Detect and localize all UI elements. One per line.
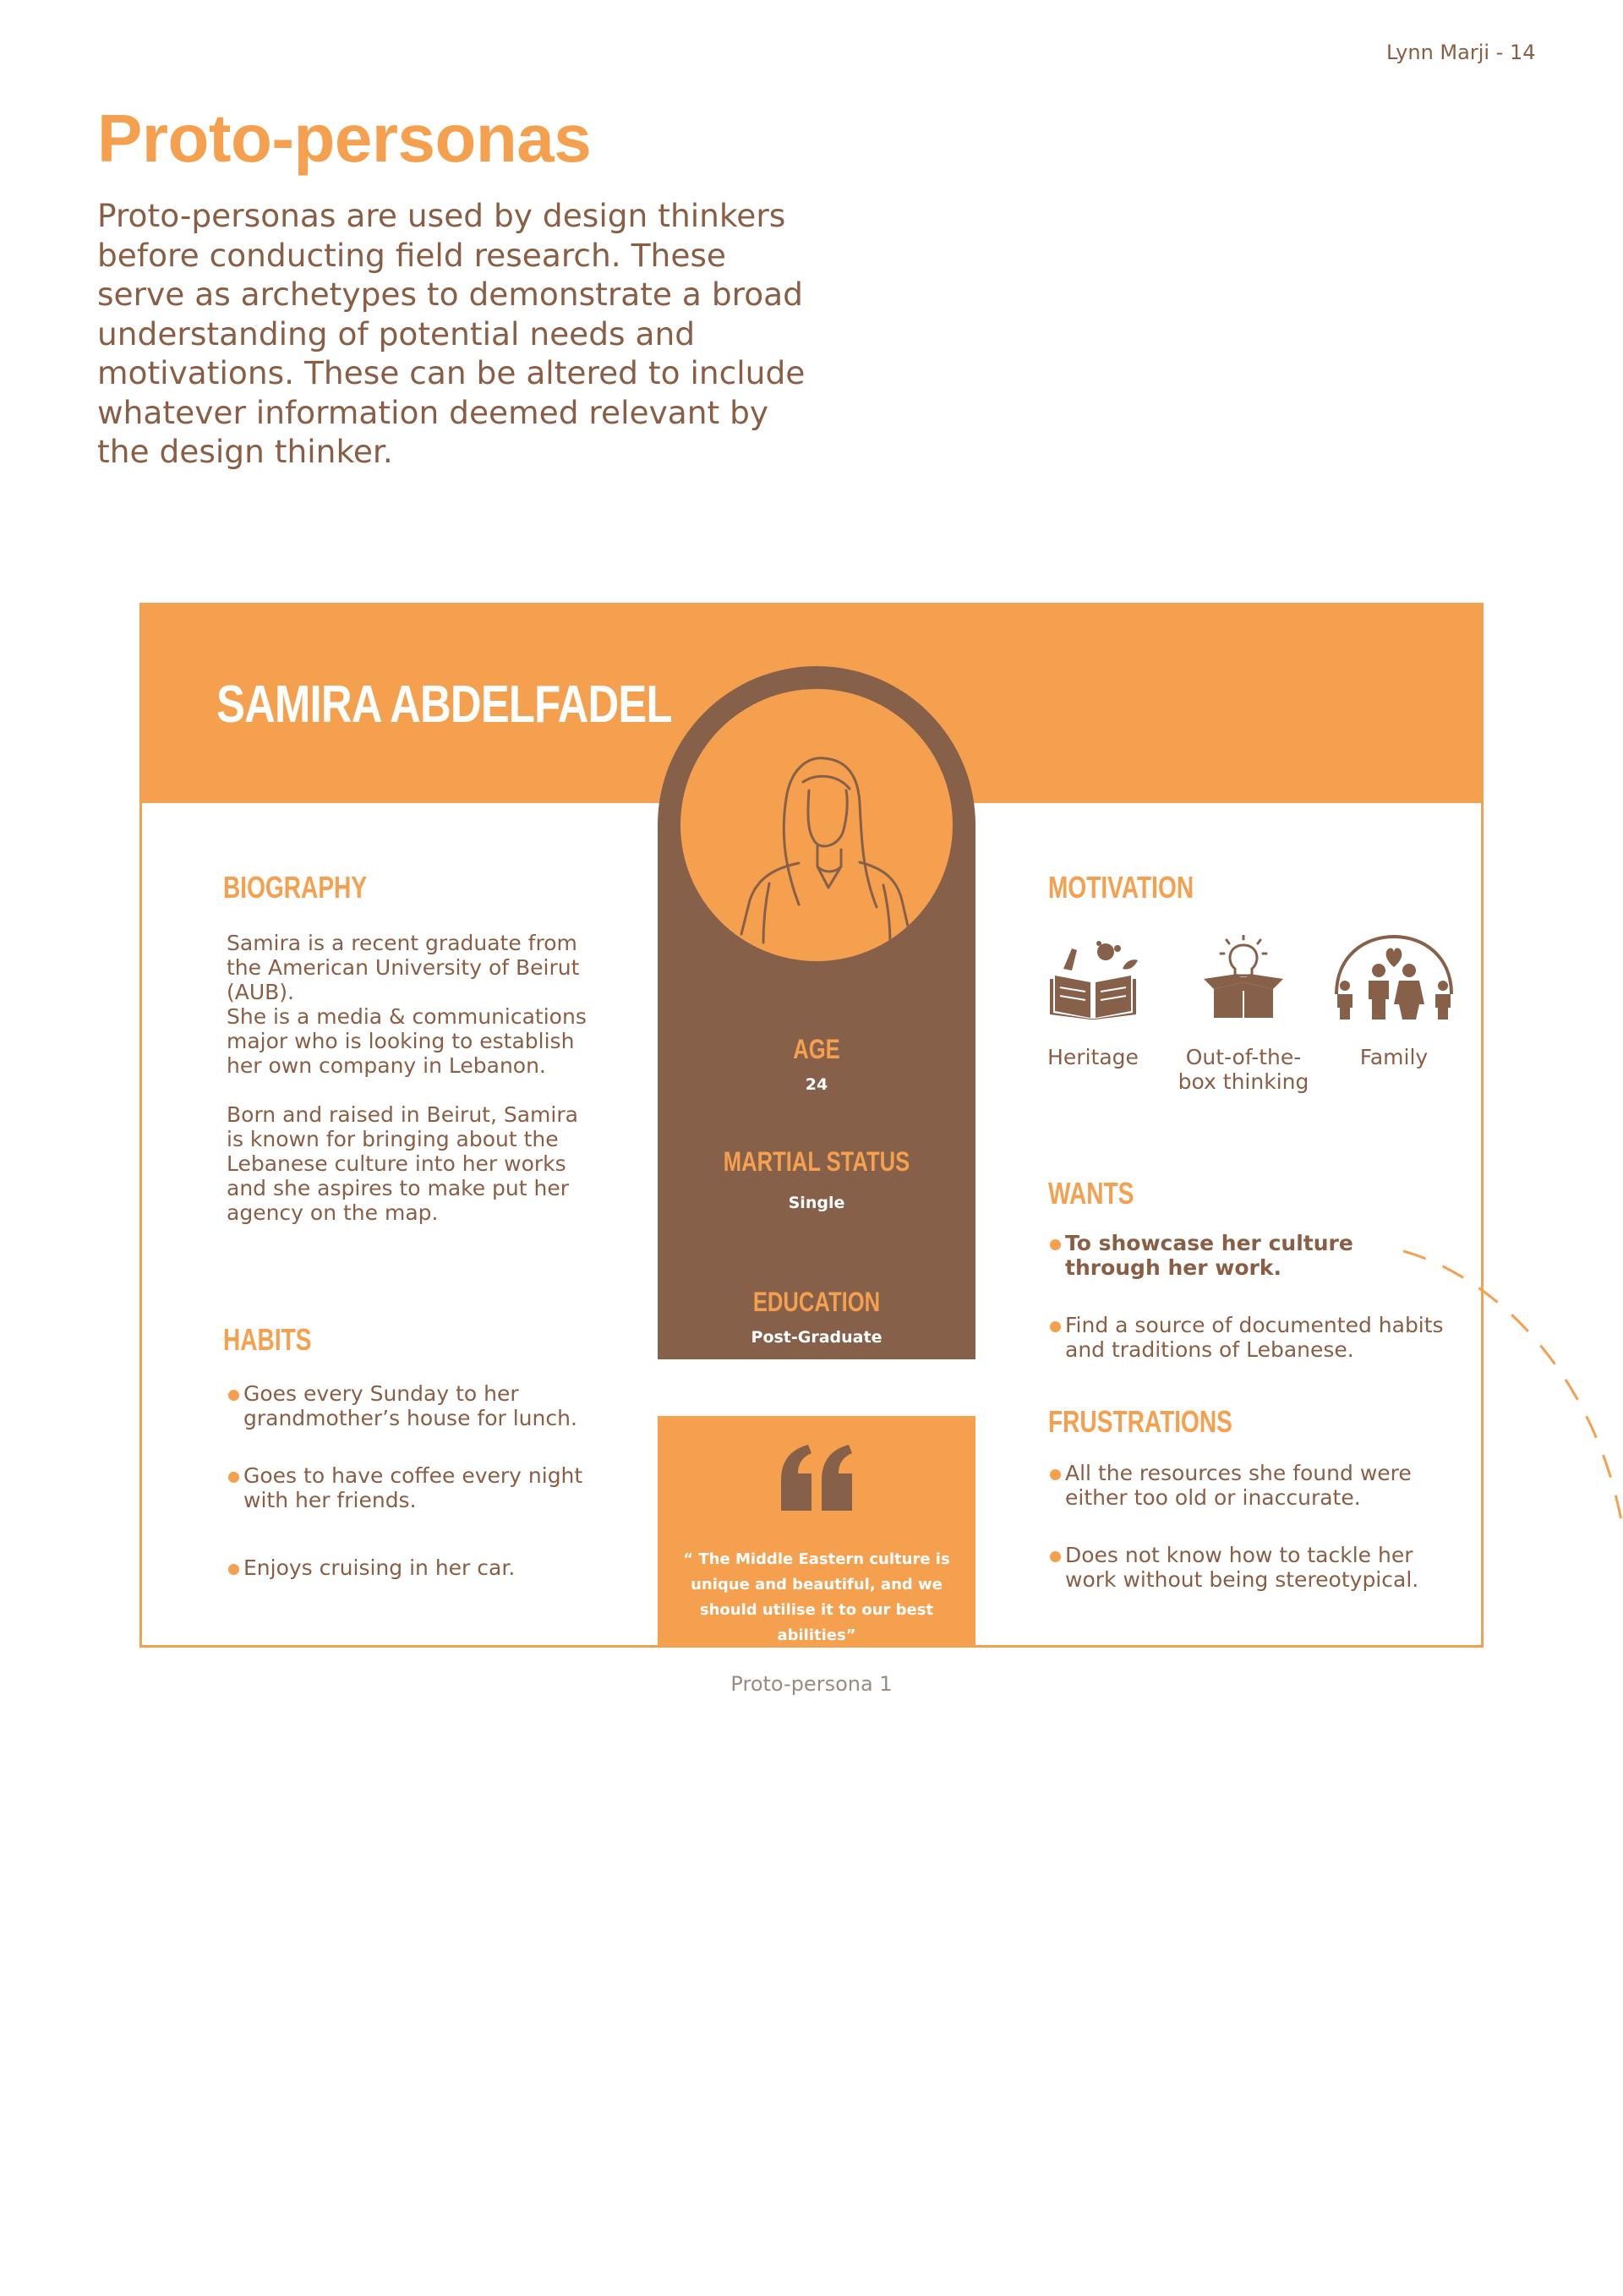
persona-name: SAMIRA ABDELFADEL [216,675,672,734]
lightbulb-box-icon [1189,935,1298,1020]
habit-item-3: Enjoys cruising in her car. [227,1555,624,1580]
frustration-item-2: Does not know how to tackle her work without being stereotypical. [1048,1543,1445,1592]
quote-box [658,1416,975,1648]
motivation-item-heritage [1021,935,1165,1069]
quote-mark-icon [774,1443,859,1511]
habits-heading: HABITS [223,1322,312,1357]
heritage-book-icon [1038,935,1148,1020]
want-item-2: Find a source of documented habits and traditions of Lebanese. [1048,1313,1445,1362]
education-value: Post-Graduate [751,1328,883,1347]
habit-item-1: Goes every Sunday to her grandmother’s house for lunch. [227,1381,624,1430]
persona-card [139,603,1484,1648]
persona-center-column [658,666,975,1648]
motivation-label-creativity: Out-of-the-box thinking [1178,1045,1309,1094]
age-label: AGE [793,1034,840,1064]
motivation-label-heritage: Heritage [1047,1045,1139,1069]
figure-caption: Proto-persona 1 [730,1672,893,1696]
frustrations-heading: FRUSTRATIONS [1048,1404,1232,1439]
marital-status-value: Single [788,1194,845,1212]
motivation-item-creativity [1172,935,1315,1094]
persona-portrait [680,689,953,961]
woman-portrait-icon [680,689,953,961]
decorative-dashed-arc [1403,1243,1623,1530]
persona-arch [658,666,975,1359]
motivation-label-family: Family [1359,1045,1429,1069]
intro-paragraph: Proto-personas are used by design thinkers before conducting field research. These serve as archetypes to demonstrate a broad understanding of potential needs and motivations. These can be altered to include whatever information deemed relevant by the design thinker. [97,197,806,470]
biography-paragraph-1b: She is a media & communications major who is looking to establish her own company in Lebanon. [227,1004,587,1078]
marital-status-label: MARTIAL STATUS [723,1146,910,1177]
persona-quote: “ The Middle Eastern culture is unique and beautiful, and we should utilise it to our best abilities” [683,1550,950,1644]
motivation-heading: MOTIVATION [1048,870,1194,905]
page-header-label: Lynn Marji - 14 [1386,41,1536,64]
frustration-item-1: All the resources she found were either too old or inaccurate. [1048,1461,1445,1510]
age-value: 24 [805,1075,828,1094]
habit-item-2: Goes to have coffee every night with her friends. [227,1463,624,1512]
motivation-item-family [1322,935,1466,1069]
education-label: EDUCATION [752,1287,881,1317]
family-icon [1326,935,1462,1020]
want-item-1: To showcase her culture through her work. [1048,1231,1445,1280]
page-title: Proto-personas [97,101,592,176]
biography-paragraph-2: Born and raised in Beirut, Samira is known for bringing about the Lebanese culture into her works and she aspires to make put her agency on the map. [227,1102,578,1225]
biography-heading: BIOGRAPHY [223,870,368,905]
biography-paragraph-1: Samira is a recent graduate from the American University of Beirut (AUB). [227,931,580,1004]
wants-heading: WANTS [1048,1176,1134,1211]
